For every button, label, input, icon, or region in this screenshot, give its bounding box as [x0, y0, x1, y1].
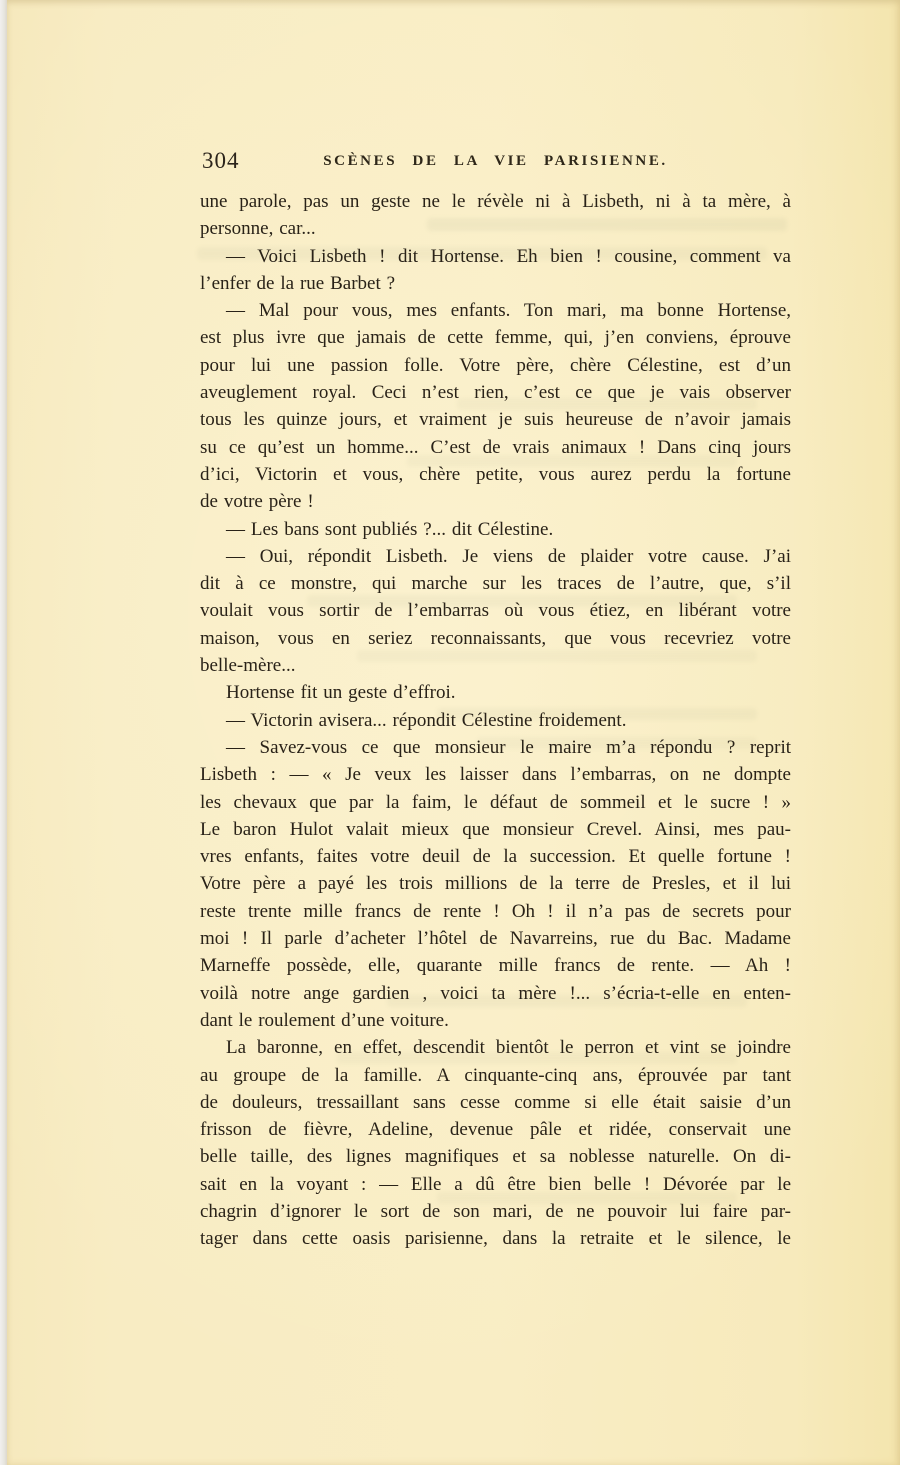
text-line: — Voici Lisbeth ! dit Hortense. Eh bien ! cousine, comment va [226, 245, 791, 267]
paragraph [200, 516, 791, 543]
scanner-edge-strip [0, 0, 7, 1465]
text-line: est plus ivre que jamais de cette femme, qui, j’en conviens, éprouve [200, 327, 791, 349]
text-line: chagrin d’ignorer le sort de son mari, de ne pouvoir lui faire par- [200, 1200, 791, 1222]
text-line: Hortense fit un geste d’effroi. [226, 682, 456, 704]
text-line: moi ! Il parle d’acheter l’hôtel de Navarreins, rue du Bac. Madame [200, 928, 791, 950]
running-title: SCÈNES DE LA VIE PARISIENNE. [323, 153, 668, 169]
text-line: dant le roulement d’une voiture. [200, 1009, 449, 1031]
text-line: aveuglement royal. Ceci n’est rien, c’est ce que je vais observer [200, 382, 791, 404]
paragraph [200, 188, 791, 243]
text-line: personne, car... [200, 218, 316, 240]
text-line: sait en la voyant : — Elle a dû être bien belle ! Dévorée par le [200, 1173, 791, 1195]
text-line: belle taille, des lignes magnifiques et sa noblesse naturelle. On di- [200, 1146, 791, 1168]
text-line: tous les quinze jours, et vraiment je suis heureuse de n’avoir jamais [200, 409, 791, 431]
text-line: tager dans cette oasis parisienne, dans la retraite et le silence, le [200, 1228, 791, 1250]
text-line: frisson de fièvre, Adeline, devenue pâle et ridée, conservait une [200, 1119, 791, 1141]
text-line: Marneffe possède, elle, quarante mille francs de rente. — Ah ! [200, 955, 791, 977]
text-line: Le baron Hulot valait mieux que monsieur Crevel. Ainsi, mes pau- [200, 818, 791, 840]
text-line: Lisbeth : — « Je veux les laisser dans l’embarras, on ne dompte [200, 764, 791, 786]
paragraph [200, 734, 791, 1034]
paragraph [200, 243, 791, 298]
text-line: l’enfer de la rue Barbet ? [200, 272, 396, 294]
text-line: les chevaux que par la faim, le défaut de sommeil et le sucre ! » [200, 791, 791, 813]
text-line: au groupe de la famille. A cinquante-cinq ans, éprouvée par tant [200, 1064, 791, 1086]
paragraph [200, 543, 791, 679]
paragraph [200, 679, 791, 706]
text-line: maison, vous en seriez reconnaissants, que vous recevriez votre [200, 627, 791, 649]
page-number: 304 [202, 148, 240, 173]
text-line: de votre père ! [200, 491, 314, 513]
text-line: — Savez-vous ce que monsieur le maire m’a répondu ? reprit [226, 736, 791, 758]
paragraph [200, 707, 791, 734]
text-line: voilà notre ange gardien , voici ta mère !... s’écria-t-elle en enten- [200, 982, 791, 1004]
text-line: reste trente mille francs de rente ! Oh ! il n’a pas de secrets pour [200, 900, 791, 922]
text-line: — Victorin avisera... répondit Célestine froidement. [226, 709, 627, 731]
page-header [200, 150, 791, 180]
paragraph [200, 1034, 791, 1252]
text-line: pour lui une passion folle. Votre père, chère Célestine, est d’un [200, 354, 791, 376]
text-line: — Mal pour vous, mes enfants. Ton mari, ma bonne Hortense, [226, 300, 791, 322]
text-line: — Oui, répondit Lisbeth. Je viens de plaider votre cause. J’ai [226, 545, 791, 567]
paragraph [200, 297, 791, 515]
text-line: — Les bans sont publiés ?... dit Célestine. [226, 518, 554, 540]
text-line: voulait vous sortir de l’embarras où vous étiez, en libérant votre [200, 600, 791, 622]
text-line: La baronne, en effet, descendit bientôt le perron et vint se joindre [226, 1037, 791, 1059]
text-block [200, 188, 791, 1253]
text-line: une parole, pas un geste ne le révèle ni à Lisbeth, ni à ta mère, à [200, 191, 791, 212]
text-line: belle-mère... [200, 655, 296, 677]
text-line: d’ici, Victorin et vous, chère petite, vous aurez perdu la fortune [200, 463, 791, 485]
text-line: dit à ce monstre, qui marche sur les traces de l’autre, que, s’il [200, 573, 791, 595]
text-line: Votre père a payé les trois millions de la terre de Presles, et il lui [200, 873, 791, 895]
text-line: vres enfants, faites votre deuil de la succession. Et quelle fortune ! [200, 846, 791, 868]
text-line: de douleurs, tressaillant sans cesse comme si elle était saisie d’un [200, 1091, 791, 1113]
text-line: su ce qu’est un homme... C’est de vrais animaux ! Dans cinq jours [200, 436, 791, 458]
